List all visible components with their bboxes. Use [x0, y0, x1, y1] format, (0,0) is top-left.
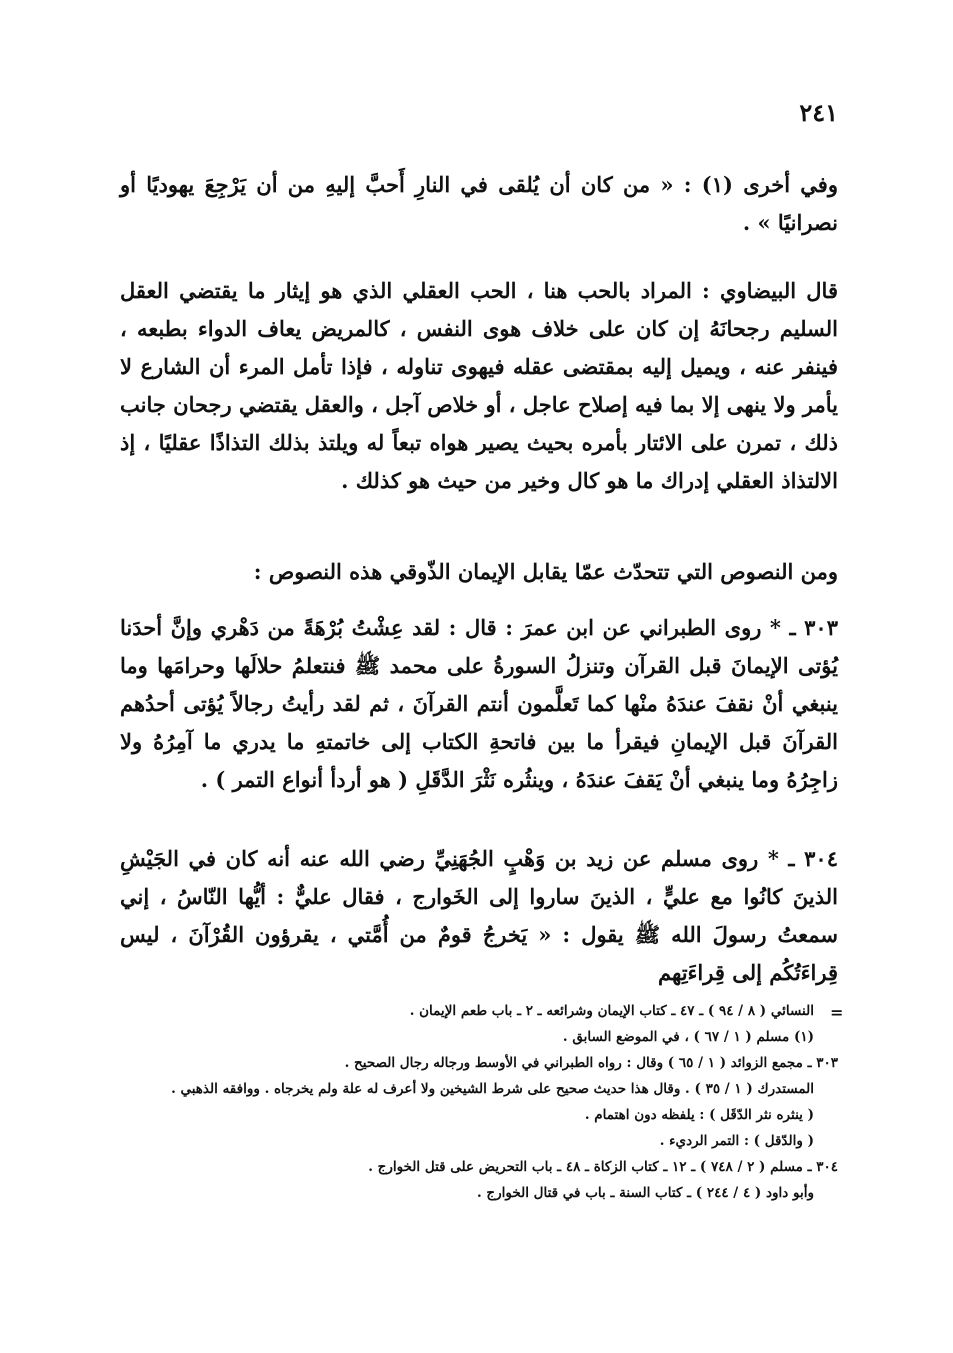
paragraph-1: وفي أخرى (١) : « من كان أن يُلقى في النارِ أَحبَّ إليهِ من أن يَرْجِعَ يهوديًا أو نصرانيًا » .	[120, 172, 838, 235]
footnote-line: (١) مسلم ( ١ / ٦٧ ) ، في الموضع السابق .	[562, 1029, 814, 1045]
paragraph-2: قال البيضاوي : المراد بالحب هنا ، الحب العقلي الذي هو إيثار ما يقتضي العقل السليم رجحانَهُ إن كان على خلاف هوى النفس ، كالمريض يعاف الدواء بطبعه ، فينفر عنه ، ويميل إليه بمقتضى عقله فيهوى تناوله ، فإذا تأمل المرء أن الشارع لا يأمر ولا ينهى إلا بما فيه إصلاح عاجل ، أو خلاص آجل ، والعقل يقتضي رجحان جانب ذلك ، تمرن على الائتار بأمره بحيث يصير هواه تبعاً له ويلتذ بذلك التذاذًا عقليًا ، إذ الالتذاذ العقلي إدراك ما هو كال وخير من حيث هو كذلك .	[120, 278, 838, 493]
page-number: ٢٤١	[799, 98, 838, 127]
footnote-line: ٣٠٣ ـ مجمع الزوائد ( ١ / ٦٥ ) وقال : رواه الطبراني في الأوسط ورجاله رجال الصحيح .	[344, 1055, 838, 1071]
footnote-line: ( ينثره نثر الدّقَل ) : يلفظه دون اهتمام .	[584, 1107, 814, 1123]
paragraph-3: ومن النصوص التي تتحدّث عمّا يقابل الإيمان الذّوقي هذه النصوص :	[253, 559, 838, 584]
footnote-line: المستدرك ( ١ / ٣٥ ) . وقال هذا حديث صحيح على شرط الشيخين ولا أعرف له علة ولم يخرجاه . ووافقه الذهبي .	[171, 1081, 814, 1097]
footnote-line: النسائي ( ٨ / ٩٤ ) ـ ٤٧ ـ كتاب الإيمان وشرائعه ـ ٢ ـ باب طعم الإيمان .	[409, 1003, 814, 1019]
footnote-line: ( والدّقل ) : التمر الرديء .	[659, 1133, 814, 1149]
paragraph-hadith-304: ٣٠٤ ـ * روى مسلم عن زيد بن وَهْبٍ الجُهَنِيِّ رضي الله عنه أنه كان في الجَيْشِ الذينَ كانُوا مع عليٍّ ، الذينَ ساروا إلى الخَوارج ، فقال عليٌّ : أيُّها النّاسُ ، إني سمعتُ رسولَ الله ﷺ يقول : « يَخرجُ قومٌ من أُمَّتي ، يقرؤون القُرْآنَ ، ليس قِراءَتُكُم إلى قِراءَتِهم	[120, 846, 838, 985]
footnote-line: وأبو داود ( ٤ / ٢٤٤ ) ـ كتاب السنة ـ باب في قتال الخوارج .	[477, 1185, 814, 1201]
paragraph-hadith-303: ٣٠٣ ـ * روى الطبراني عن ابن عمرَ : قال : لقد عِشْتُ بُرْهَةً من دَهْري وإنَّ أحدَنا يُؤتى الإيمانَ قبل القرآن وتنزلُ السورةُ على محمد ﷺ فنتعلمُ حلالَها وحرامَها وما ينبغي أنْ نقفَ عندَهُ منْها كما تَعلَّمون أنتم القرآنَ ، ثم لقد رأيتُ رجالاً يُؤتى أحدُهم القرآنَ قبل الإيمانِ فيقرأ ما بين فاتحةِ الكتاب إلى خاتمتهِ ما يدري ما آمِرُهُ ولا زاجِرُهُ وما ينبغي أنْ يَقفَ عندَهُ ، وينثُره نَثْرَ الدَّقَلِ ( هو أردأ أنواع التمر ) .	[120, 615, 838, 792]
footnotes	[120, 998, 838, 1206]
footnote-continuation-marker: =	[830, 1003, 844, 1022]
footnote-line: ٣٠٤ ـ مسلم ( ٢ / ٧٤٨ ) ـ ١٢ ـ كتاب الزكاة ـ ٤٨ ـ باب التحريض على قتل الخوارج .	[368, 1159, 838, 1175]
